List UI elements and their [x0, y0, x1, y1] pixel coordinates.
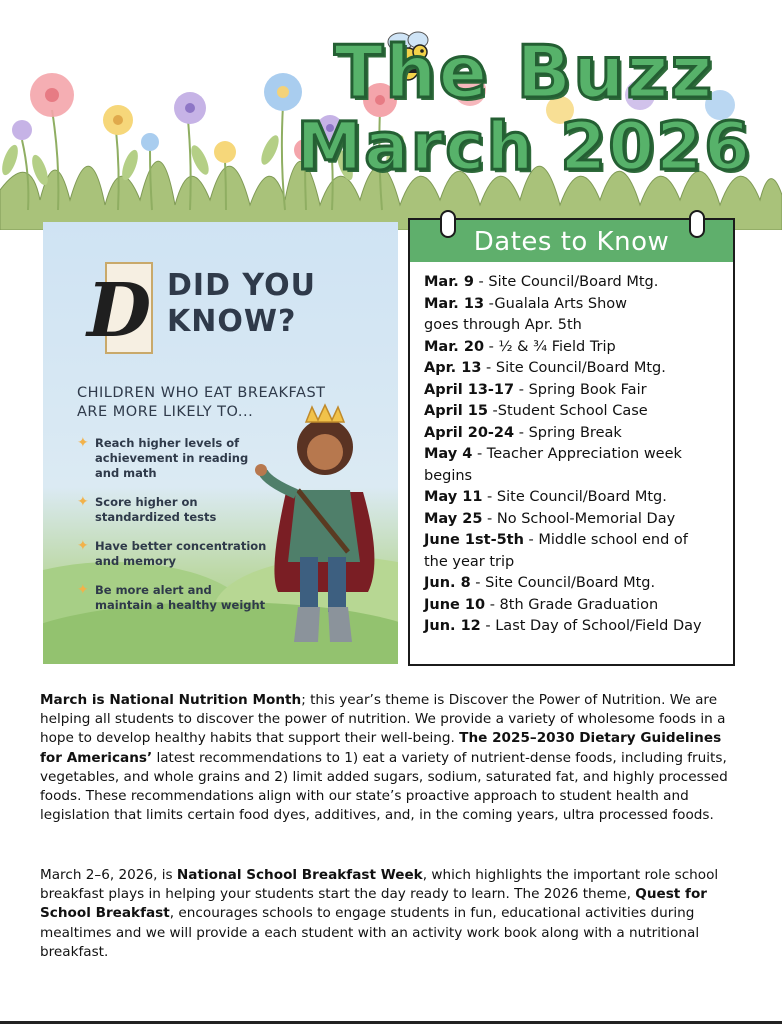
- date-label: May 4: [424, 446, 473, 462]
- date-label: June 10: [424, 596, 486, 613]
- date-label: May 11: [424, 489, 483, 505]
- list-item-text: and math: [95, 466, 157, 480]
- date-description: -Student School Case: [487, 403, 648, 419]
- date-entry: [424, 509, 724, 531]
- list-item: [77, 436, 277, 481]
- header-banner: [0, 0, 782, 230]
- title-line-1: The Buzz: [334, 30, 715, 114]
- sparkle-icon: ✦: [77, 494, 89, 510]
- paragraph-text: , which highlights the important role school breakfast plays in helping your students start the day ready to learn. The 2026 theme,: [40, 867, 719, 903]
- headline-line-1: DID YOU: [167, 268, 316, 303]
- date-entry: [424, 616, 724, 638]
- sparkle-icon: ✦: [77, 582, 89, 598]
- date-label: April 15: [424, 403, 488, 419]
- did-you-know-logo: [87, 262, 153, 354]
- date-description: - Site Council/Board Mtg.: [473, 274, 659, 290]
- list-item-text: Have better concentration: [95, 539, 267, 553]
- date-description: - Site Council/Board Mtg.: [470, 575, 656, 591]
- list-item-text: and memory: [95, 554, 177, 568]
- date-label: May 25: [424, 510, 483, 527]
- date-entry: [424, 466, 724, 488]
- list-item: [77, 539, 277, 569]
- list-item-text: achievement in reading: [95, 451, 249, 465]
- date-description: the year trip: [424, 553, 515, 570]
- date-entry: [424, 337, 724, 359]
- date-entry: [424, 315, 724, 337]
- sparkle-icon: ✦: [77, 435, 89, 451]
- list-item-text: maintain a healthy weight: [95, 598, 266, 612]
- list-item: [77, 583, 277, 613]
- sparkle-icon: ✦: [77, 538, 89, 554]
- date-description: begins: [424, 467, 473, 484]
- date-label: April 13-17: [424, 381, 515, 398]
- date-description: -Gualala Arts Show: [484, 295, 628, 312]
- nutrition-month-paragraph: [40, 691, 740, 825]
- paragraph-text: March 2–6, 2026, is: [40, 867, 177, 883]
- paragraph-bold: Quest for School Breakfast: [40, 886, 707, 922]
- paragraph-text: , encourages schools to engage students in fun, educational activities during mealtimes and we will provide a each student with an activity work book along with a nutritional breakfast.: [40, 905, 700, 960]
- breakfast-week-paragraph: [40, 866, 740, 962]
- date-description: - No School-Memorial Day: [482, 510, 676, 527]
- date-entry: [424, 294, 724, 316]
- date-label: Apr. 13: [424, 360, 482, 376]
- list-item-text: Reach higher levels of: [95, 436, 240, 450]
- date-description: goes through Apr. 5th: [424, 317, 582, 333]
- date-entry: [424, 573, 724, 595]
- date-entry: [424, 530, 724, 552]
- date-entry: [424, 272, 724, 294]
- date-label: Jun. 12: [424, 618, 481, 634]
- date-entry: [424, 487, 724, 509]
- date-label: Mar. 20: [424, 338, 485, 355]
- date-label: June 1st-5th: [424, 532, 524, 548]
- dates-to-know-panel: [408, 218, 735, 666]
- did-you-know-poster: [43, 222, 398, 664]
- subtitle-line-2: ARE MORE LIKELY TO...: [77, 404, 254, 420]
- date-entry: [424, 380, 724, 402]
- date-description: - Middle school end of: [523, 532, 688, 548]
- newsletter-title: [296, 30, 752, 185]
- date-label: Mar. 13: [424, 295, 485, 312]
- dates-heading: Dates to Know: [410, 220, 733, 262]
- date-description: - 8th Grade Graduation: [485, 596, 659, 613]
- logo-letter: D: [87, 268, 152, 354]
- date-entry: [424, 552, 724, 574]
- paragraph-bold: National School Breakfast Week: [176, 867, 423, 883]
- date-description: - Last Day of School/Field Day: [480, 618, 702, 634]
- title-line-2: March 2026: [296, 108, 752, 185]
- binder-ring-icon: [689, 210, 705, 238]
- date-label: Jun. 8: [424, 575, 471, 591]
- paragraph-text: latest recommendations to 1) eat a variety of nutrient-dense foods, including fruits, vegetables, and whole grains and 2) limit added sugars, sodium, saturated fat, and highly processed foods. These recommendations align with our state’s proactive approach to student health and legislation that limits certain food dyes, additives, and, in the coming years, ultra processed foods.: [40, 749, 728, 824]
- paragraph-bold: The 2025–2030 Dietary Guidelines for Americans’: [40, 730, 722, 766]
- date-label: April 20-24: [424, 424, 515, 441]
- list-item-text: Score higher on: [95, 495, 198, 509]
- list-item-text: standardized tests: [95, 510, 217, 524]
- dates-list: [424, 272, 724, 638]
- date-description: - Site Council/Board Mtg.: [481, 360, 666, 376]
- date-entry: [424, 401, 724, 423]
- headline-line-2: KNOW?: [167, 304, 297, 339]
- subtitle-line-1: CHILDREN WHO EAT BREAKFAST: [77, 385, 326, 401]
- binder-ring-icon: [440, 210, 456, 238]
- list-item-text: Be more alert and: [95, 583, 212, 597]
- paragraph-text: ; this year’s theme is Discover the Power of Nutrition. We are helping all students to discover the power of nutrition. We provide a variety of wholesome foods in a hope to develop healthy habits that support their well-being.: [40, 692, 726, 747]
- date-description: - Spring Break: [514, 424, 622, 441]
- list-item: [77, 495, 277, 525]
- date-entry: [424, 423, 724, 445]
- date-label: Mar. 9: [424, 274, 474, 290]
- date-entry: [424, 444, 724, 466]
- benefits-list: [77, 436, 277, 627]
- date-entry: [424, 595, 724, 617]
- paragraph-bold: March is National Nutrition Month: [40, 692, 302, 708]
- date-entry: [424, 358, 724, 380]
- date-description: - Site Council/Board Mtg.: [482, 489, 667, 505]
- date-description: - Spring Book Fair: [514, 381, 647, 398]
- child-prince-illustration: [248, 402, 398, 652]
- date-description: - Teacher Appreciation week: [472, 446, 682, 462]
- date-description: - ½ & ¾ Field Trip: [484, 338, 616, 355]
- did-you-know-heading: [167, 268, 316, 340]
